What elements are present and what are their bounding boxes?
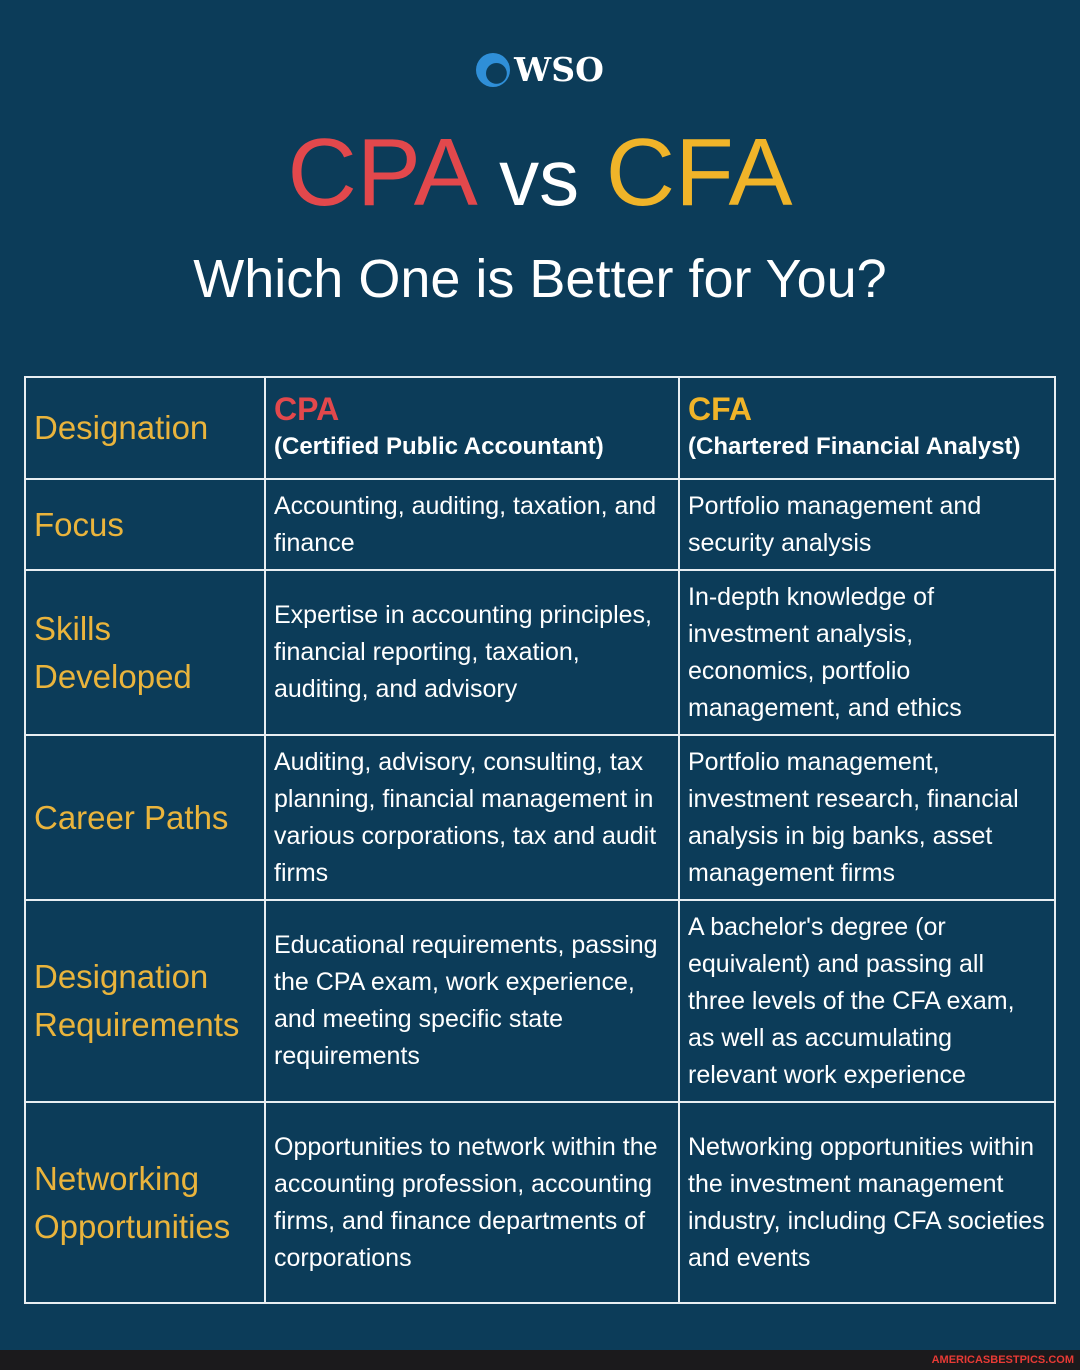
cpa-cell: Auditing, advisory, consulting, tax planning, financial management in various corporations, tax and audit firms [265,735,679,900]
cpa-cell: Educational requirements, passing the CPA exam, work experience, and meeting specific state requirements [265,900,679,1102]
cfa-cell: In-depth knowledge of investment analysis, economics, portfolio management, and ethics [679,570,1055,735]
comparison-table [24,376,1056,1304]
table-row [25,1102,1055,1303]
row-label: Focus [25,479,265,570]
cpa-header-sub: (Certified Public Accountant) [274,433,604,460]
globe-logo-icon [476,53,510,87]
watermark-text: AMERICASBESTPICS.COM [931,1354,1074,1366]
title-cfa: CFA [605,119,793,226]
cfa-cell: Portfolio management, investment research, financial analysis in big banks, asset management firms [679,735,1055,900]
cpa-cell: Expertise in accounting principles, financial reporting, taxation, auditing, and advisory [265,570,679,735]
table-row [25,735,1055,900]
watermark-bar [0,1350,1080,1370]
cfa-header-title: CFA [688,391,752,427]
title-vs: vs [499,133,580,222]
table-row [25,479,1055,570]
cfa-cell: Networking opportunities within the investment management industry, including CFA societies and events [679,1102,1055,1303]
subtitle: Which One is Better for You? [193,249,887,309]
cpa-header [265,377,679,479]
header-row [25,377,1055,479]
logo-text: WSO [514,50,604,89]
cfa-cell: Portfolio management and security analysis [679,479,1055,570]
title-cpa: CPA [287,119,473,226]
page-title [0,118,1080,233]
row-label: Designation Requirements [25,900,265,1102]
wso-logo [0,50,1080,89]
row-label: Career Paths [25,735,265,900]
cpa-cell: Accounting, auditing, taxation, and finance [265,479,679,570]
cpa-header-title: CPA [274,391,340,427]
cfa-header-sub: (Chartered Financial Analyst) [688,433,1021,460]
row-label: Networking Opportunities [25,1102,265,1303]
cfa-header [679,377,1055,479]
table-row [25,900,1055,1102]
cfa-cell: A bachelor's degree (or equivalent) and passing all three levels of the CFA exam, as well as accumulating relevant work experience [679,900,1055,1102]
table-row [25,570,1055,735]
row-label: Designation [25,377,265,479]
row-label: Skills Developed [25,570,265,735]
cpa-cell: Opportunities to network within the accounting profession, accounting firms, and finance departments of corporations [265,1102,679,1303]
